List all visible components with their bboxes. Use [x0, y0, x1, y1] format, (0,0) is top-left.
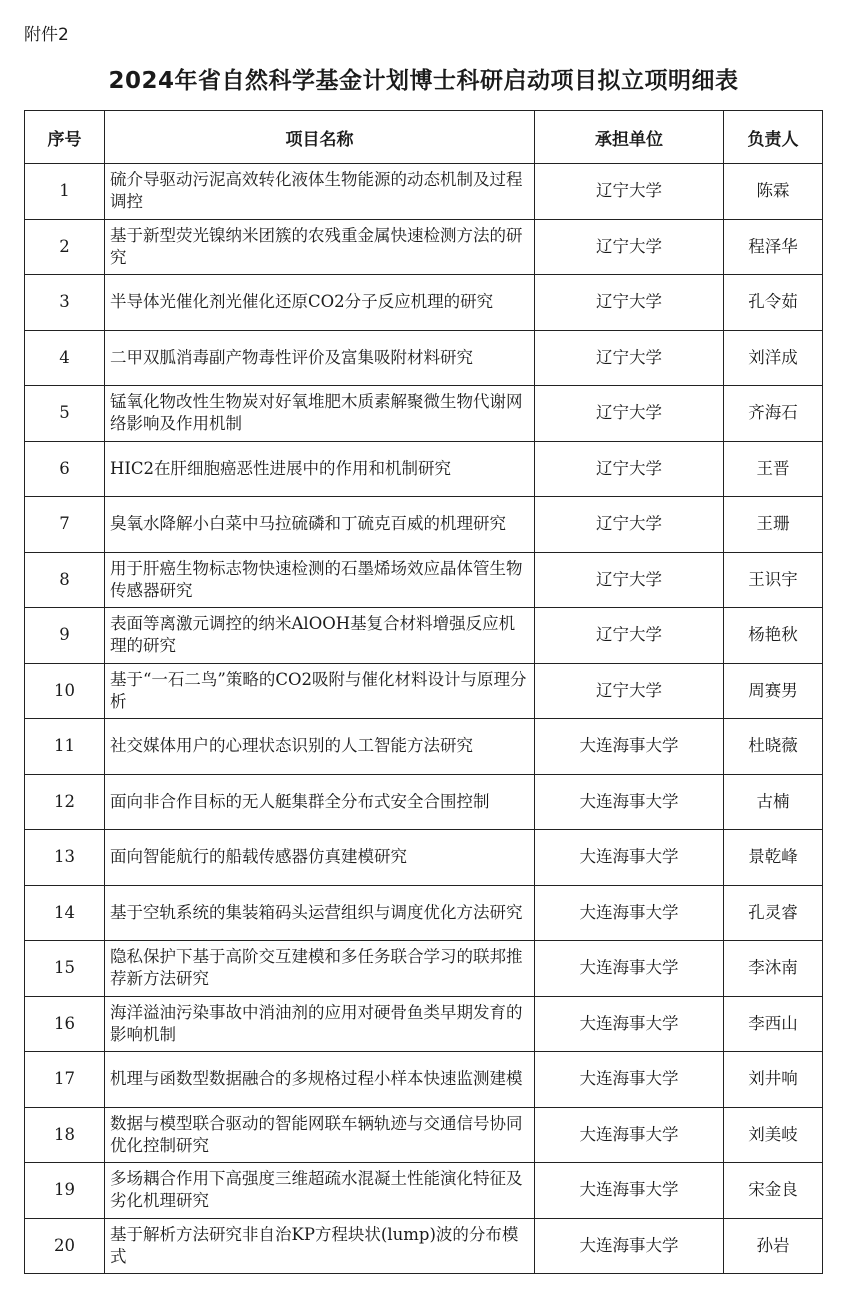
project-name: 面向智能航行的船载传感器仿真建模研究: [105, 830, 535, 886]
table-row: [25, 608, 823, 664]
project-leader: 齐海石: [724, 386, 823, 442]
host-unit: 大连海事大学: [535, 719, 724, 775]
host-unit: 大连海事大学: [535, 1052, 724, 1108]
project-table: [24, 110, 823, 1274]
host-unit: 辽宁大学: [535, 330, 724, 386]
host-unit: 辽宁大学: [535, 164, 724, 220]
project-name: 基于解析方法研究非自治KP方程块状(lump)波的分布模式: [105, 1218, 535, 1274]
table-row: [25, 719, 823, 775]
table-row: [25, 497, 823, 553]
row-index: 18: [25, 1107, 105, 1163]
project-name: 海洋溢油污染事故中消油剂的应用对硬骨鱼类早期发育的影响机制: [105, 996, 535, 1052]
host-unit: 大连海事大学: [535, 1218, 724, 1274]
project-leader: 孙岩: [724, 1218, 823, 1274]
host-unit: 大连海事大学: [535, 830, 724, 886]
host-unit: 大连海事大学: [535, 941, 724, 997]
project-name: 数据与模型联合驱动的智能网联车辆轨迹与交通信号协同优化控制研究: [105, 1107, 535, 1163]
table-row: [25, 830, 823, 886]
table-row: [25, 941, 823, 997]
host-unit: 大连海事大学: [535, 1163, 724, 1219]
project-name: 多场耦合作用下高强度三维超疏水混凝土性能演化特征及劣化机理研究: [105, 1163, 535, 1219]
project-name: 基于空轨系统的集装箱码头运营组织与调度优化方法研究: [105, 885, 535, 941]
table-row: [25, 663, 823, 719]
row-index: 19: [25, 1163, 105, 1219]
project-leader: 宋金良: [724, 1163, 823, 1219]
project-name: 硫介导驱动污泥高效转化液体生物能源的动态机制及过程调控: [105, 164, 535, 220]
table-row: [25, 996, 823, 1052]
project-leader: 李沐南: [724, 941, 823, 997]
document-title: 2024年省自然科学基金计划博士科研启动项目拟立项明细表: [108, 68, 739, 94]
host-unit: 大连海事大学: [535, 996, 724, 1052]
host-unit: 辽宁大学: [535, 441, 724, 497]
project-leader: 景乾峰: [724, 830, 823, 886]
project-leader: 刘井响: [724, 1052, 823, 1108]
project-name: 半导体光催化剂光催化还原CO2分子反应机理的研究: [105, 275, 535, 331]
row-index: 16: [25, 996, 105, 1052]
table-row: [25, 552, 823, 608]
column-header-project-name: 项目名称: [105, 111, 535, 164]
row-index: 4: [25, 330, 105, 386]
host-unit: 辽宁大学: [535, 608, 724, 664]
project-leader: 王晋: [724, 441, 823, 497]
project-leader: 孔灵睿: [724, 885, 823, 941]
table-row: [25, 885, 823, 941]
project-name: 二甲双胍消毒副产物毒性评价及富集吸附材料研究: [105, 330, 535, 386]
project-leader: 孔令茹: [724, 275, 823, 331]
attachment-label: 附件2: [24, 25, 69, 45]
project-name: 基于“一石二鸟”策略的CO2吸附与催化材料设计与原理分析: [105, 663, 535, 719]
project-leader: 程泽华: [724, 219, 823, 275]
project-name: 基于新型荧光镍纳米团簇的农残重金属快速检测方法的研究: [105, 219, 535, 275]
project-leader: 古楠: [724, 774, 823, 830]
row-index: 17: [25, 1052, 105, 1108]
table-row: [25, 1218, 823, 1274]
project-name: 隐私保护下基于高阶交互建模和多任务联合学习的联邦推荐新方法研究: [105, 941, 535, 997]
project-leader: 杜晓薇: [724, 719, 823, 775]
column-header-index: 序号: [25, 111, 105, 164]
table-row: [25, 1107, 823, 1163]
row-index: 9: [25, 608, 105, 664]
host-unit: 大连海事大学: [535, 1107, 724, 1163]
row-index: 12: [25, 774, 105, 830]
project-name: 面向非合作目标的无人艇集群全分布式安全合围控制: [105, 774, 535, 830]
host-unit: 大连海事大学: [535, 774, 724, 830]
project-leader: 王识宇: [724, 552, 823, 608]
table-header-row: [25, 111, 823, 164]
host-unit: 辽宁大学: [535, 386, 724, 442]
project-name: 社交媒体用户的心理状态识别的人工智能方法研究: [105, 719, 535, 775]
project-leader: 刘美岐: [724, 1107, 823, 1163]
host-unit: 辽宁大学: [535, 219, 724, 275]
project-leader: 杨艳秋: [724, 608, 823, 664]
row-index: 20: [25, 1218, 105, 1274]
project-name: 锰氧化物改性生物炭对好氧堆肥木质素解聚微生物代谢网络影响及作用机制: [105, 386, 535, 442]
project-leader: 王珊: [724, 497, 823, 553]
row-index: 7: [25, 497, 105, 553]
project-leader: 李西山: [724, 996, 823, 1052]
row-index: 13: [25, 830, 105, 886]
row-index: 1: [25, 164, 105, 220]
host-unit: 辽宁大学: [535, 552, 724, 608]
host-unit: 辽宁大学: [535, 663, 724, 719]
table-row: [25, 774, 823, 830]
project-name: 机理与函数型数据融合的多规格过程小样本快速监测建模: [105, 1052, 535, 1108]
project-name: 臭氧水降解小白菜中马拉硫磷和丁硫克百威的机理研究: [105, 497, 535, 553]
row-index: 5: [25, 386, 105, 442]
row-index: 14: [25, 885, 105, 941]
project-name: 用于肝癌生物标志物快速检测的石墨烯场效应晶体管生物传感器研究: [105, 552, 535, 608]
table-row: [25, 330, 823, 386]
table-row: [25, 1163, 823, 1219]
host-unit: 大连海事大学: [535, 885, 724, 941]
table-row: [25, 1052, 823, 1108]
column-header-unit: 承担单位: [535, 111, 724, 164]
row-index: 6: [25, 441, 105, 497]
table-row: [25, 164, 823, 220]
project-leader: 刘洋成: [724, 330, 823, 386]
table-row: [25, 275, 823, 331]
project-name: HIC2在肝细胞癌恶性进展中的作用和机制研究: [105, 441, 535, 497]
row-index: 3: [25, 275, 105, 331]
row-index: 15: [25, 941, 105, 997]
host-unit: 辽宁大学: [535, 275, 724, 331]
project-leader: 周赛男: [724, 663, 823, 719]
table-row: [25, 441, 823, 497]
row-index: 11: [25, 719, 105, 775]
row-index: 8: [25, 552, 105, 608]
project-leader: 陈霖: [724, 164, 823, 220]
table-body: [25, 164, 823, 1274]
row-index: 2: [25, 219, 105, 275]
row-index: 10: [25, 663, 105, 719]
column-header-leader: 负责人: [724, 111, 823, 164]
table-row: [25, 219, 823, 275]
project-name: 表面等离激元调控的纳米AlOOH基复合材料增强反应机理的研究: [105, 608, 535, 664]
table-row: [25, 386, 823, 442]
host-unit: 辽宁大学: [535, 497, 724, 553]
